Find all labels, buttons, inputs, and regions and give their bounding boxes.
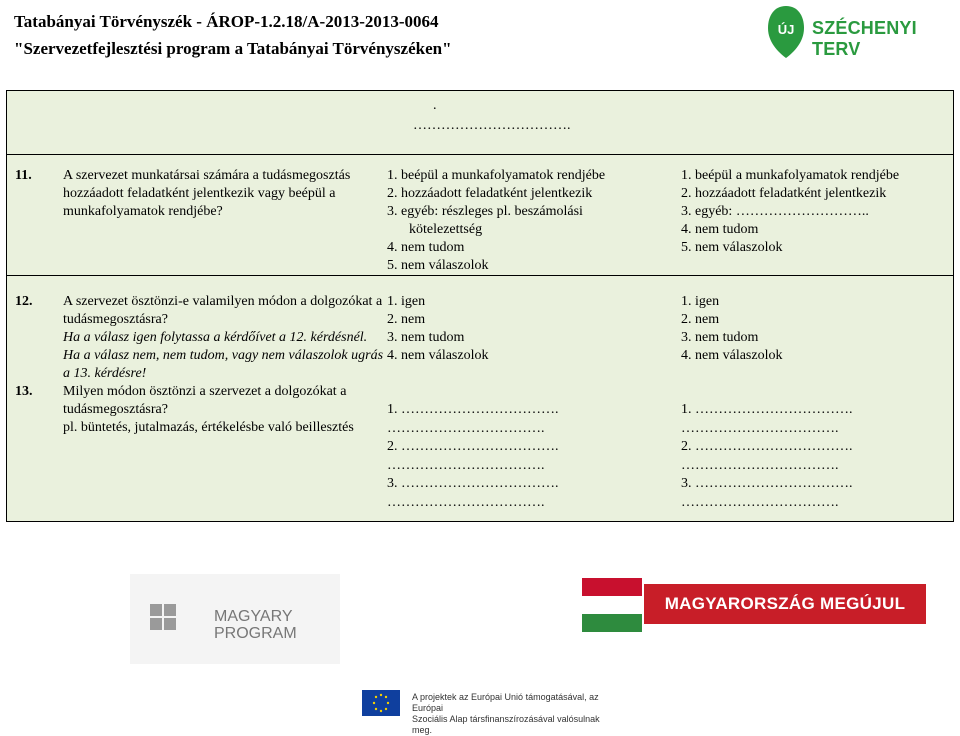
q11-alt-opt-4: 4. nem tudom — [681, 222, 759, 237]
header-subtitle: "Szervezetfejlesztési program a Tatabányai Törvényszéken" — [14, 39, 452, 58]
svg-text:PROGRAM: PROGRAM — [214, 625, 297, 642]
q11-alt-opt-2: 2. hozzáadott feladatként jelentkezik — [681, 186, 887, 201]
q13-number: 13. — [15, 384, 33, 399]
q12-text: A szervezet ösztönzi-e valamilyen módon a dolgozókat a tudásmegosztásra? — [63, 294, 383, 327]
q13-alt-line-1: 1. ……………………………. — [681, 402, 853, 417]
szechenyi-logo-text: SZÉCHENYI TERV — [812, 18, 917, 59]
szechenyi-terv-logo — [766, 4, 960, 90]
magyarorszag-megujul-logo — [582, 578, 928, 632]
q11-options-2 — [681, 167, 951, 257]
header-title: Tatabányai Törvényszék - ÁROP-1.2.18/A-2013-2013-0064 — [14, 12, 439, 31]
q11-options-1 — [387, 167, 647, 275]
q13-question — [63, 383, 383, 437]
row-divider — [7, 275, 953, 276]
q11-opt-5: 5. nem válaszolok — [387, 258, 489, 273]
q12-question — [63, 293, 383, 383]
q13-line-6: ……………………………. — [387, 494, 545, 510]
q12-instruction: Ha a válasz igen folytassa a kérdőívet a 12. kérdésnél. Ha a válasz nem, nem tudom, vagy nem válaszolok ugrás a 13. kérdésre! — [63, 330, 384, 381]
q12-opt-4: 4. nem válaszolok — [387, 348, 489, 363]
q12-alt-opt-1: 1. igen — [681, 294, 720, 309]
svg-text:MAGYARY: MAGYARY — [214, 608, 293, 625]
eu-line-2: Szociális Alap társfinanszírozásával valósulnak meg. — [412, 714, 600, 735]
q12-alt-opt-2: 2. nem — [681, 312, 720, 327]
q13-example: pl. büntetés, jutalmazás, értékelésbe való beillesztés — [63, 420, 354, 435]
q13-line-2: ……………………………. — [387, 420, 545, 436]
row-divider — [7, 154, 953, 155]
q12-opt-2: 2. nem — [387, 312, 426, 327]
q13-text: Milyen módon ösztönzi a szervezet a dolgozókat a tudásmegosztásra? — [63, 384, 347, 417]
q13-line-1: 1. ……………………………. — [387, 402, 559, 417]
magyary-program-logo — [130, 574, 340, 664]
q13-options-2 — [681, 401, 951, 512]
q13-line-4: ……………………………. — [387, 457, 545, 473]
top-dots-line: ……………………………. — [413, 118, 571, 133]
q13-line-3: 2. ……………………………. — [387, 439, 559, 454]
eu-funding-text — [412, 692, 612, 736]
q11-alt-opt-3: 3. egyéb: ……………………….. — [681, 204, 869, 219]
q13-line-5: 3. ……………………………. — [387, 476, 559, 491]
q12-opt-3: 3. nem tudom — [387, 330, 465, 345]
szechenyi-leaf-icon — [766, 4, 806, 60]
q12-number: 12. — [15, 294, 33, 309]
top-dot: . — [433, 98, 437, 113]
magyarorszag-megujul-text: MAGYARORSZÁG MEGÚJUL — [644, 584, 926, 624]
q13-alt-line-2: ……………………………. — [681, 420, 839, 436]
q13-options-1 — [387, 401, 647, 512]
q13-alt-line-3: 2. ……………………………. — [681, 439, 853, 454]
q11-alt-opt-5: 5. nem válaszolok — [681, 240, 783, 255]
questionnaire-table — [6, 90, 954, 522]
q13-alt-line-4: ……………………………. — [681, 457, 839, 473]
q11-opt-3: 3. egyéb: részleges pl. beszámolási — [387, 204, 583, 219]
q12-options-2 — [681, 293, 951, 365]
hungarian-flag-icon — [582, 578, 642, 632]
q11-opt-3-cont: kötelezettség — [409, 222, 483, 237]
q12-alt-opt-4: 4. nem válaszolok — [681, 348, 783, 363]
svg-text:ÚJ: ÚJ — [777, 22, 795, 37]
eu-line-1: A projektek az Európai Unió támogatásával, az Európai — [412, 692, 599, 713]
q12-alt-opt-3: 3. nem tudom — [681, 330, 759, 345]
eu-flag-icon — [362, 690, 400, 716]
q13-alt-line-6: ……………………………. — [681, 494, 839, 510]
q11-alt-opt-1: 1. beépül a munkafolyamatok rendjébe — [681, 168, 900, 183]
q11-number: 11. — [15, 168, 32, 183]
eu-funding-notice — [362, 690, 602, 735]
q11-opt-1: 1. beépül a munkafolyamatok rendjébe — [387, 168, 606, 183]
q11-opt-2: 2. hozzáadott feladatként jelentkezik — [387, 186, 593, 201]
q12-opt-1: 1. igen — [387, 294, 426, 309]
q13-alt-line-5: 3. ……………………………. — [681, 476, 853, 491]
q12-options-1 — [387, 293, 647, 365]
q11-text: A szervezet munkatársai számára a tudásmegosztás hozzáadott feladatként jelentkezik vagy beépül a munkafolyamatok rendjébe? — [63, 168, 351, 219]
q11-opt-4: 4. nem tudom — [387, 240, 465, 255]
